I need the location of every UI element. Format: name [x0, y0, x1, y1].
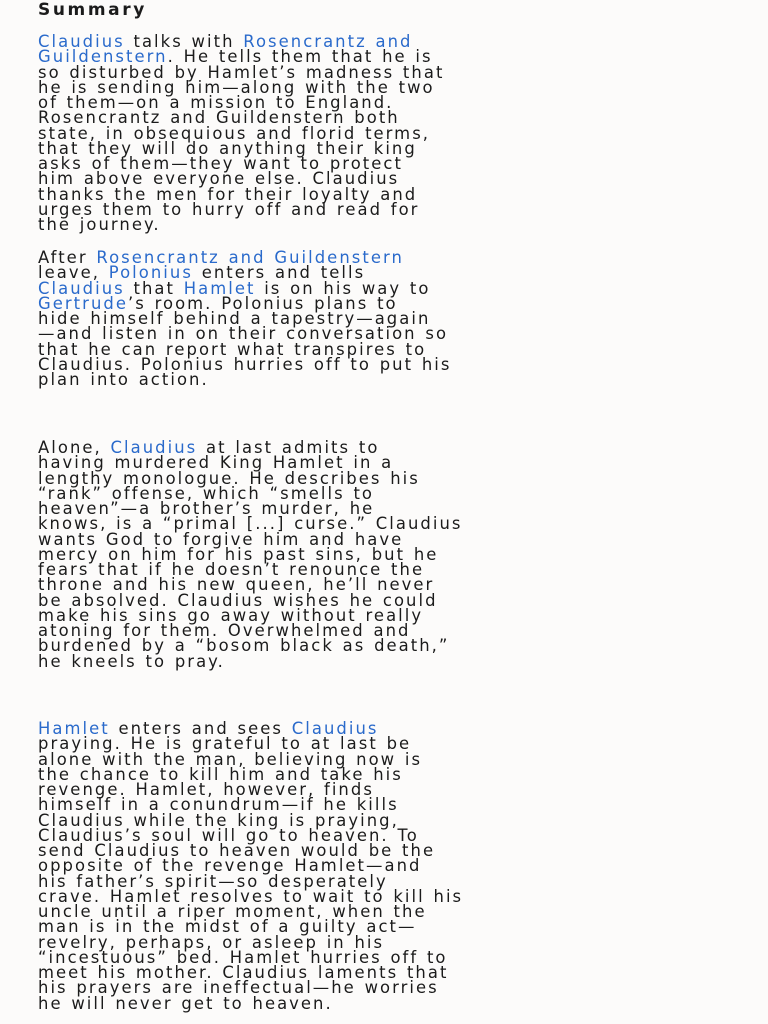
text-run: asks of them—they want to protect: [38, 154, 403, 173]
text-run: Claudius. Polonius hurries off to put his: [38, 354, 452, 374]
text-run: enters and sees: [109, 719, 292, 738]
text-run: lengthy monologue. He describes his: [38, 468, 420, 488]
text-run: Claudius while the king is praying,: [38, 810, 399, 830]
text-run: thanks the men for their loyalty and: [38, 184, 418, 204]
text-run: hide himself behind a tapestry—again: [38, 309, 431, 328]
text-run: “rank” offense, which “smells to: [38, 483, 374, 503]
character-link[interactable]: Guildenstern: [38, 47, 168, 67]
text-run: revelry, perhaps, or asleep in his: [38, 932, 385, 952]
text-run: so disturbed by Hamlet’s madness that: [38, 62, 445, 82]
text-run: plan into action.: [38, 370, 209, 389]
paragraph-line: [38, 993, 738, 1013]
text-run: at last admits to: [197, 438, 380, 457]
text-run: he kneels to pray.: [38, 651, 225, 671]
text-run: leave,: [38, 263, 109, 283]
summary-paragraph: [38, 250, 738, 387]
text-run: alone with the man, believing now is: [38, 749, 423, 769]
character-link[interactable]: Claudius: [291, 719, 379, 738]
text-run: is on his way to: [255, 278, 431, 298]
text-run: fears that if he doesn’t renounce the: [38, 560, 425, 579]
character-link[interactable]: Claudius: [38, 278, 125, 298]
character-link[interactable]: Hamlet: [183, 278, 256, 298]
text-run: opposite of the revenge Hamlet—and: [38, 856, 422, 876]
character-link[interactable]: Rosencrantz and Guildenstern: [96, 248, 404, 267]
text-run: urges them to hurry off and read for: [38, 199, 420, 219]
character-link[interactable]: Rosencrantz and: [243, 32, 413, 51]
text-run: his father’s spirit—so desperately: [38, 871, 388, 891]
text-run: atoning for them. Overwhelmed and: [38, 621, 411, 640]
text-run: be absolved. Claudius wishes he could: [38, 590, 438, 610]
text-run: Alone,: [38, 438, 111, 457]
text-run: send Claudius to heaven would be the: [38, 841, 436, 860]
paragraph-line: [38, 217, 738, 232]
character-link[interactable]: Claudius: [110, 438, 198, 457]
text-run: having murdered King Hamlet in a: [38, 453, 394, 473]
text-run: burdened by a “bosom black as death,”: [38, 636, 450, 656]
text-run: mercy on him for his past sins, but he: [38, 544, 439, 564]
text-run: crave. Hamlet resolves to wait to kill his: [38, 886, 464, 906]
text-run: of them—on a mission to England.: [38, 93, 394, 112]
text-run: he is sending him—along with the two: [38, 77, 435, 97]
text-run: him above everyone else. Claudius: [38, 169, 400, 189]
summary-paragraph: [38, 440, 738, 669]
character-link[interactable]: Hamlet: [38, 719, 110, 738]
text-run: his prayers are ineffectual—he worries: [38, 978, 439, 998]
text-run: that he can report what transpires to: [38, 339, 427, 359]
text-run: —and listen in on their conversation so: [38, 324, 449, 344]
text-run: knows, is a “primal [...] curse.” Claudius: [38, 514, 463, 534]
text-run: he will never get to heaven.: [38, 993, 333, 1013]
text-run: ’s room. Polonius plans to: [127, 293, 398, 313]
text-run: that: [124, 278, 184, 298]
text-run: enters and tells: [192, 263, 366, 283]
text-run: heaven”—a brother’s murder, he: [38, 499, 375, 518]
text-run: make his sins go away without really: [38, 605, 424, 625]
text-run: uncle until a riper moment, when the: [38, 902, 427, 921]
text-run: “incestuous” bed. Hamlet hurries off to: [38, 947, 448, 967]
text-run: himself in a conundrum—if he kills: [38, 795, 399, 815]
character-link[interactable]: Claudius: [38, 32, 125, 51]
text-run: . He tells them that he is: [167, 47, 433, 67]
text-run: After: [38, 248, 97, 267]
text-run: Claudius’s soul will go to heaven. To: [38, 825, 419, 845]
paragraph-line: [38, 372, 738, 387]
text-run: state, in obsequious and florid terms,: [38, 123, 431, 143]
text-run: praying. He is grateful to at last be: [38, 734, 412, 754]
text-run: that they will do anything their king: [38, 138, 417, 158]
text-run: throne and his new queen, he’ll never: [38, 575, 435, 595]
text-run: man is in the midst of a guilty act—: [38, 917, 417, 937]
character-link[interactable]: Polonius: [108, 263, 193, 283]
text-run: wants God to forgive him and have: [38, 529, 404, 549]
text-run: talks with: [124, 32, 244, 51]
text-run: the journey.: [38, 215, 161, 234]
text-run: revenge. Hamlet, however, finds: [38, 780, 374, 799]
paragraph-line: [38, 651, 738, 671]
text-run: Rosencrantz and Guildenstern both: [38, 108, 400, 128]
summary-paragraph: [38, 34, 738, 232]
text-run: the chance to kill him and take his: [38, 764, 403, 784]
section-heading: Summary: [38, 0, 147, 20]
text-run: meet his mother. Claudius laments that: [38, 963, 449, 982]
character-link[interactable]: Gertrude: [38, 293, 128, 313]
summary-paragraph: [38, 721, 738, 1011]
